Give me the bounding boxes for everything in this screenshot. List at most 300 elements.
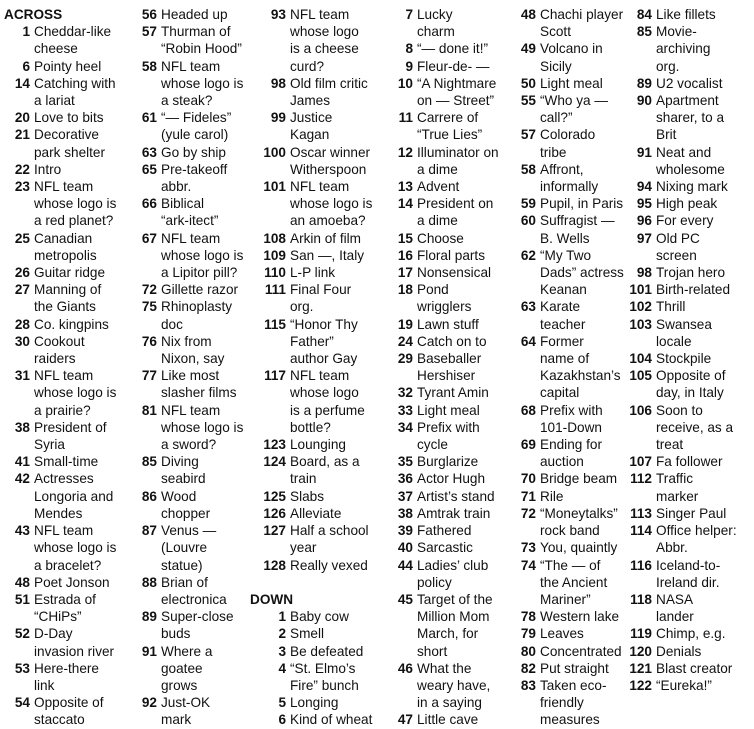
clue-text-line: Poet Jonson — [34, 574, 110, 590]
clue-column-6 — [620, 6, 752, 694]
clue-text-line: whose logo is — [161, 75, 244, 91]
clue-item — [381, 40, 505, 57]
clue-text-line: Sarcastic — [417, 540, 473, 556]
clue-number: 13 — [397, 179, 413, 195]
clue-number: 111 — [264, 282, 286, 298]
clue-text — [656, 557, 752, 591]
clue-item — [250, 75, 388, 109]
clue-text — [540, 470, 624, 487]
clue-item — [620, 264, 752, 281]
clue-text — [161, 281, 253, 298]
clue-item — [250, 488, 388, 505]
clue-text — [290, 643, 388, 660]
clue-text-line: NASA — [656, 591, 694, 607]
clue-number: 61 — [141, 110, 157, 126]
clue-text-line: Really vexed — [290, 557, 368, 573]
clue-text-line: a lariat — [34, 93, 75, 109]
clue-text — [656, 23, 752, 75]
clue-text — [34, 470, 124, 522]
clue-item — [502, 557, 624, 609]
clue-number: 72 — [520, 505, 536, 521]
clue-number: 5 — [278, 695, 286, 711]
clue-text — [656, 591, 752, 625]
clue-text-line: Carrere of — [417, 110, 479, 126]
clue-number: 2 — [278, 626, 286, 642]
clue-text-line: Fa follower — [656, 454, 723, 470]
clue-item — [4, 178, 124, 230]
clue-text-line: call?” — [540, 110, 573, 126]
clue-text-line: an amoeba? — [290, 213, 366, 229]
clue-item — [4, 281, 124, 315]
clue-item — [502, 195, 624, 212]
clue-number: 128 — [263, 557, 286, 573]
clue-text-line: NFL team — [161, 402, 221, 418]
clue-number: 115 — [264, 316, 286, 332]
clue-column-4 — [381, 6, 505, 729]
clue-text-line: treat — [656, 437, 684, 453]
clue-item — [381, 350, 505, 384]
clue-number: 12 — [397, 144, 413, 160]
clue-number: 70 — [520, 471, 536, 487]
clue-text-line: Lucky — [417, 7, 453, 22]
clue-item — [250, 608, 388, 625]
clue-text-line: the Ancient — [540, 574, 608, 590]
clue-number: 72 — [141, 282, 157, 298]
clue-text-line: Brit — [656, 127, 677, 143]
clue-item — [502, 488, 624, 505]
clue-text-line: Colorado — [540, 127, 596, 143]
clue-number: 58 — [520, 161, 536, 177]
clue-text-line: Syria — [34, 437, 65, 453]
clue-text-line: Neat and — [656, 144, 712, 160]
clue-item — [381, 58, 505, 75]
clue-item — [381, 230, 505, 247]
clue-item — [4, 316, 124, 333]
clue-text-line: Choose — [417, 230, 464, 246]
clue-text-line: Kazakhstan’s — [540, 368, 621, 384]
clue-number: 27 — [14, 282, 30, 298]
clue-item — [250, 557, 388, 574]
clue-text — [656, 6, 752, 23]
clue-number: 54 — [14, 695, 30, 711]
clue-text — [34, 23, 124, 57]
clue-item — [4, 453, 124, 470]
clue-number: 58 — [141, 58, 157, 74]
clue-text-line: Cheddar-like — [34, 24, 112, 40]
clue-number: 85 — [636, 24, 652, 40]
clue-text-line: a bracelet? — [34, 557, 102, 573]
clue-text — [34, 591, 124, 625]
clue-item — [620, 505, 752, 522]
clue-text — [656, 212, 752, 229]
clue-text-line: Pond — [417, 282, 449, 298]
clue-item — [4, 109, 124, 126]
clue-item — [250, 230, 388, 247]
clue-text-line: Arkin of film — [290, 230, 362, 246]
clue-text-line: Like fillets — [656, 7, 716, 22]
clue-text — [290, 247, 388, 264]
clue-number: 11 — [398, 110, 413, 126]
clue-number: 96 — [636, 213, 652, 229]
clue-item — [4, 75, 124, 109]
clue-text — [34, 660, 124, 694]
clue-text-line: Swansea — [656, 316, 712, 332]
clue-text-line: NFL team — [34, 523, 94, 539]
clue-text-line: “St. Elmo’s — [290, 660, 356, 676]
clue-text-line: train — [290, 471, 317, 487]
clue-text — [540, 436, 624, 470]
clue-column-2 — [131, 6, 253, 729]
clue-text-line: NFL team — [161, 230, 221, 246]
clue-item — [4, 470, 124, 522]
clue-item — [502, 625, 624, 642]
clue-text-line: “Moneytalks” — [540, 505, 618, 521]
clue-item — [250, 436, 388, 453]
clue-item — [502, 660, 624, 677]
clue-text — [290, 367, 388, 436]
clue-text — [417, 195, 505, 229]
clue-item — [381, 470, 505, 487]
clue-number: 89 — [141, 609, 157, 625]
clue-text-line: Affront, — [540, 161, 584, 177]
clue-text-line: Thurman of — [161, 24, 231, 40]
clue-text — [161, 608, 253, 642]
clue-text — [656, 316, 752, 350]
clue-text-line: Opposite of — [656, 368, 726, 384]
clue-number: 18 — [397, 282, 413, 298]
clue-item — [250, 109, 388, 143]
clue-number: 29 — [397, 351, 413, 367]
clue-item — [620, 212, 752, 229]
clue-text — [417, 402, 505, 419]
clue-text-line: U2 vocalist — [656, 75, 723, 91]
clue-text — [540, 660, 624, 677]
clue-text-line: Put straight — [540, 660, 609, 676]
clue-text-line: mark — [161, 712, 192, 728]
clue-text-line: NFL team — [290, 368, 350, 384]
clue-item — [620, 230, 752, 264]
clue-text-line: Co. kingpins — [34, 316, 109, 332]
clue-text — [656, 144, 752, 178]
clue-item — [502, 470, 624, 487]
clue-text — [34, 574, 124, 591]
clue-number: 31 — [14, 368, 30, 384]
clue-text-line: marker — [656, 488, 699, 504]
clue-number: 64 — [520, 333, 536, 349]
clue-text — [290, 608, 388, 625]
clue-text — [34, 161, 124, 178]
clue-number: 123 — [263, 437, 286, 453]
clue-number: 48 — [14, 574, 30, 590]
clue-text — [161, 6, 253, 23]
clue-text-line: “The — of — [540, 557, 601, 573]
clue-text-line: teacher — [540, 316, 586, 332]
clue-item — [4, 264, 124, 281]
clue-number: 60 — [520, 213, 536, 229]
clue-text-line: archiving — [656, 41, 711, 57]
clue-text-line: Ladies’ club — [417, 557, 489, 573]
clue-number: 120 — [629, 643, 652, 659]
clue-text — [290, 557, 388, 574]
clue-text — [540, 677, 624, 729]
clue-number: 108 — [263, 230, 286, 246]
clue-text-line: Keanan — [540, 282, 587, 298]
clue-text — [417, 350, 505, 384]
clue-text-line: Hershiser — [417, 368, 476, 384]
clue-text — [290, 144, 388, 178]
clue-text-line: Dads” actress — [540, 265, 624, 281]
clue-number: 35 — [397, 454, 413, 470]
clue-item — [381, 488, 505, 505]
clue-text-line: Sicily — [540, 58, 572, 74]
clue-number: 88 — [141, 574, 157, 590]
clue-text — [656, 522, 752, 556]
clue-text — [540, 539, 624, 556]
clue-text — [656, 402, 752, 454]
clue-text — [417, 75, 505, 109]
clue-text-line: whose logo — [290, 24, 359, 40]
clue-text — [161, 23, 253, 57]
clue-item — [381, 333, 505, 350]
clue-number: 24 — [397, 333, 413, 349]
clue-text-line: NFL team — [34, 368, 94, 384]
clue-text-line: Advent — [417, 179, 460, 195]
clue-text-line: Million Mom — [417, 609, 490, 625]
clue-number: 73 — [520, 540, 536, 556]
clue-text — [290, 694, 388, 711]
clue-text-line: Trojan hero — [656, 265, 726, 281]
clue-number: 37 — [397, 488, 413, 504]
clue-item — [250, 660, 388, 694]
clue-item — [502, 247, 624, 299]
clue-item — [250, 144, 388, 178]
clue-text — [290, 488, 388, 505]
clue-text-line: Father” — [290, 333, 334, 349]
clue-item — [502, 161, 624, 195]
clue-text-line: Bridge beam — [540, 471, 618, 487]
clue-text — [540, 92, 624, 126]
clue-number: 39 — [397, 523, 413, 539]
clue-item — [381, 195, 505, 229]
clue-text-line: Baby cow — [290, 609, 349, 625]
clue-text-line: Pupil, in Paris — [540, 196, 624, 212]
clue-number: 104 — [629, 351, 652, 367]
clue-item — [620, 195, 752, 212]
clue-number: 38 — [397, 505, 413, 521]
clue-text — [540, 608, 624, 625]
clue-text — [161, 367, 253, 401]
clue-text — [161, 574, 253, 608]
clue-text — [417, 522, 505, 539]
clue-item — [131, 453, 253, 487]
clue-text-line: Nonsensical — [417, 265, 492, 281]
clue-text-line: year — [290, 540, 317, 556]
clue-text-line: Headed up — [161, 7, 228, 22]
clue-number: 110 — [264, 265, 286, 281]
clue-text-line: D-Day — [34, 626, 73, 642]
clue-text-line: (yule carol) — [161, 127, 229, 143]
clue-number: 4 — [278, 660, 286, 676]
clue-text-line: author Gay — [290, 351, 358, 367]
clue-text — [161, 144, 253, 161]
clue-item — [620, 6, 752, 23]
clue-number: 36 — [397, 471, 413, 487]
clue-text — [34, 75, 124, 109]
clue-item — [131, 23, 253, 57]
clue-number: 90 — [636, 93, 652, 109]
clue-text — [34, 367, 124, 419]
clue-text-line: L-P link — [290, 265, 336, 281]
clue-item — [4, 23, 124, 57]
clue-number: 75 — [141, 299, 157, 315]
clue-text — [540, 6, 624, 40]
clue-number: 86 — [141, 488, 157, 504]
clue-text-line: metropolis — [34, 247, 97, 263]
clue-item — [4, 660, 124, 694]
clue-text — [656, 230, 752, 264]
clue-text — [417, 40, 505, 57]
clue-number: 19 — [397, 316, 413, 332]
clue-text — [290, 505, 388, 522]
clue-text — [656, 677, 752, 694]
clue-number: 57 — [520, 127, 536, 143]
clue-text-line: a sword? — [161, 437, 217, 453]
clue-item — [250, 178, 388, 230]
clue-item — [502, 126, 624, 160]
clue-text — [417, 316, 505, 333]
clue-text — [656, 92, 752, 144]
clue-item — [4, 333, 124, 367]
section-spacer — [250, 574, 388, 591]
clue-item — [131, 643, 253, 695]
clue-item — [250, 247, 388, 264]
clue-item — [620, 178, 752, 195]
clue-number: 33 — [397, 402, 413, 418]
clue-text — [34, 230, 124, 264]
clue-text-line: raiders — [34, 351, 76, 367]
clue-item — [381, 264, 505, 281]
clue-item — [620, 367, 752, 401]
clue-text-line: whose logo is — [161, 419, 244, 435]
clue-number: 99 — [270, 110, 286, 126]
clue-text-line: Old film critic — [290, 75, 368, 91]
clue-text-line: “Who ya — — [540, 93, 608, 109]
clue-item — [250, 694, 388, 711]
clue-text-line: Light meal — [417, 402, 480, 418]
clue-text-line: Here-there — [34, 660, 99, 676]
clue-text-line: Longoria and — [34, 488, 114, 504]
clue-text-line: High peak — [656, 196, 718, 212]
clue-text — [34, 109, 124, 126]
clue-text-line: whose logo — [290, 385, 359, 401]
clue-item — [131, 6, 253, 23]
clue-text-line: Longing — [290, 695, 339, 711]
clue-text-line: Wood — [161, 488, 197, 504]
clue-text-line: friendly — [540, 695, 584, 711]
clue-item — [131, 574, 253, 608]
clue-text-line: President on — [417, 196, 494, 212]
clue-item — [4, 230, 124, 264]
clue-text-line: Venus — — [161, 523, 217, 539]
clue-number: 74 — [520, 557, 536, 573]
clue-item — [502, 677, 624, 729]
clue-number: 109 — [263, 247, 286, 263]
clue-text-line: Suffragist — — [540, 213, 615, 229]
clue-number: 80 — [520, 643, 536, 659]
clue-text-line: Lounging — [290, 437, 346, 453]
clue-number: 45 — [397, 591, 413, 607]
clue-text-line: Pointy heel — [34, 58, 102, 74]
clue-text-line: B. Wells — [540, 230, 590, 246]
clue-text — [656, 367, 752, 401]
clue-item — [620, 23, 752, 75]
clue-item — [381, 109, 505, 143]
clue-text-line: org. — [290, 299, 314, 315]
clue-text-line: on — Street” — [417, 93, 495, 109]
clue-number: 16 — [397, 247, 413, 263]
clue-text — [656, 350, 752, 367]
clue-item — [250, 453, 388, 487]
clue-text-line: is a cheese — [290, 41, 359, 57]
clue-number: 94 — [636, 179, 652, 195]
clue-text-line: wrigglers — [417, 299, 472, 315]
clue-text — [540, 333, 624, 402]
clue-text-line: Where a — [161, 643, 213, 659]
clue-text — [161, 488, 253, 522]
clue-item — [381, 402, 505, 419]
clue-text-line: Canadian — [34, 230, 93, 246]
clue-number: 100 — [263, 144, 286, 160]
clue-item — [381, 178, 505, 195]
clue-item — [250, 6, 388, 75]
clue-item — [620, 75, 752, 92]
clue-item — [381, 6, 505, 40]
clue-text-line: link — [34, 677, 55, 693]
clue-text-line: tribe — [540, 144, 567, 160]
clue-item — [131, 488, 253, 522]
clue-text-line: Target of the — [417, 591, 493, 607]
clue-item — [131, 367, 253, 401]
clue-number: 52 — [14, 626, 30, 642]
clue-text — [417, 333, 505, 350]
clue-text-line: bottle? — [290, 419, 331, 435]
clue-number: 14 — [397, 196, 413, 212]
clue-text-line: Ending for — [540, 437, 602, 453]
clue-item — [381, 591, 505, 660]
clue-text-line: informally — [540, 179, 599, 195]
clue-text — [656, 298, 752, 315]
clue-item — [131, 230, 253, 282]
clue-text-line: Be defeated — [290, 643, 364, 659]
clue-text — [34, 281, 124, 315]
clue-number: 76 — [141, 333, 157, 349]
clue-number: 63 — [520, 299, 536, 315]
clue-text — [34, 316, 124, 333]
clue-text-line: Light meal — [540, 75, 603, 91]
clue-text-line: Fleur-de- — — [417, 58, 490, 74]
clue-text-line: abbr. — [161, 179, 192, 195]
clue-number: 87 — [141, 523, 157, 539]
clue-text — [656, 195, 752, 212]
clue-number: 46 — [397, 660, 413, 676]
clue-number: 20 — [14, 110, 30, 126]
clue-text-line: Prefix with — [417, 419, 480, 435]
clue-text-line: sharer, to a — [656, 110, 725, 126]
clue-text-line: in a saying — [417, 695, 482, 711]
clue-item — [4, 522, 124, 574]
clue-item — [131, 298, 253, 332]
clue-number: 118 — [630, 591, 652, 607]
